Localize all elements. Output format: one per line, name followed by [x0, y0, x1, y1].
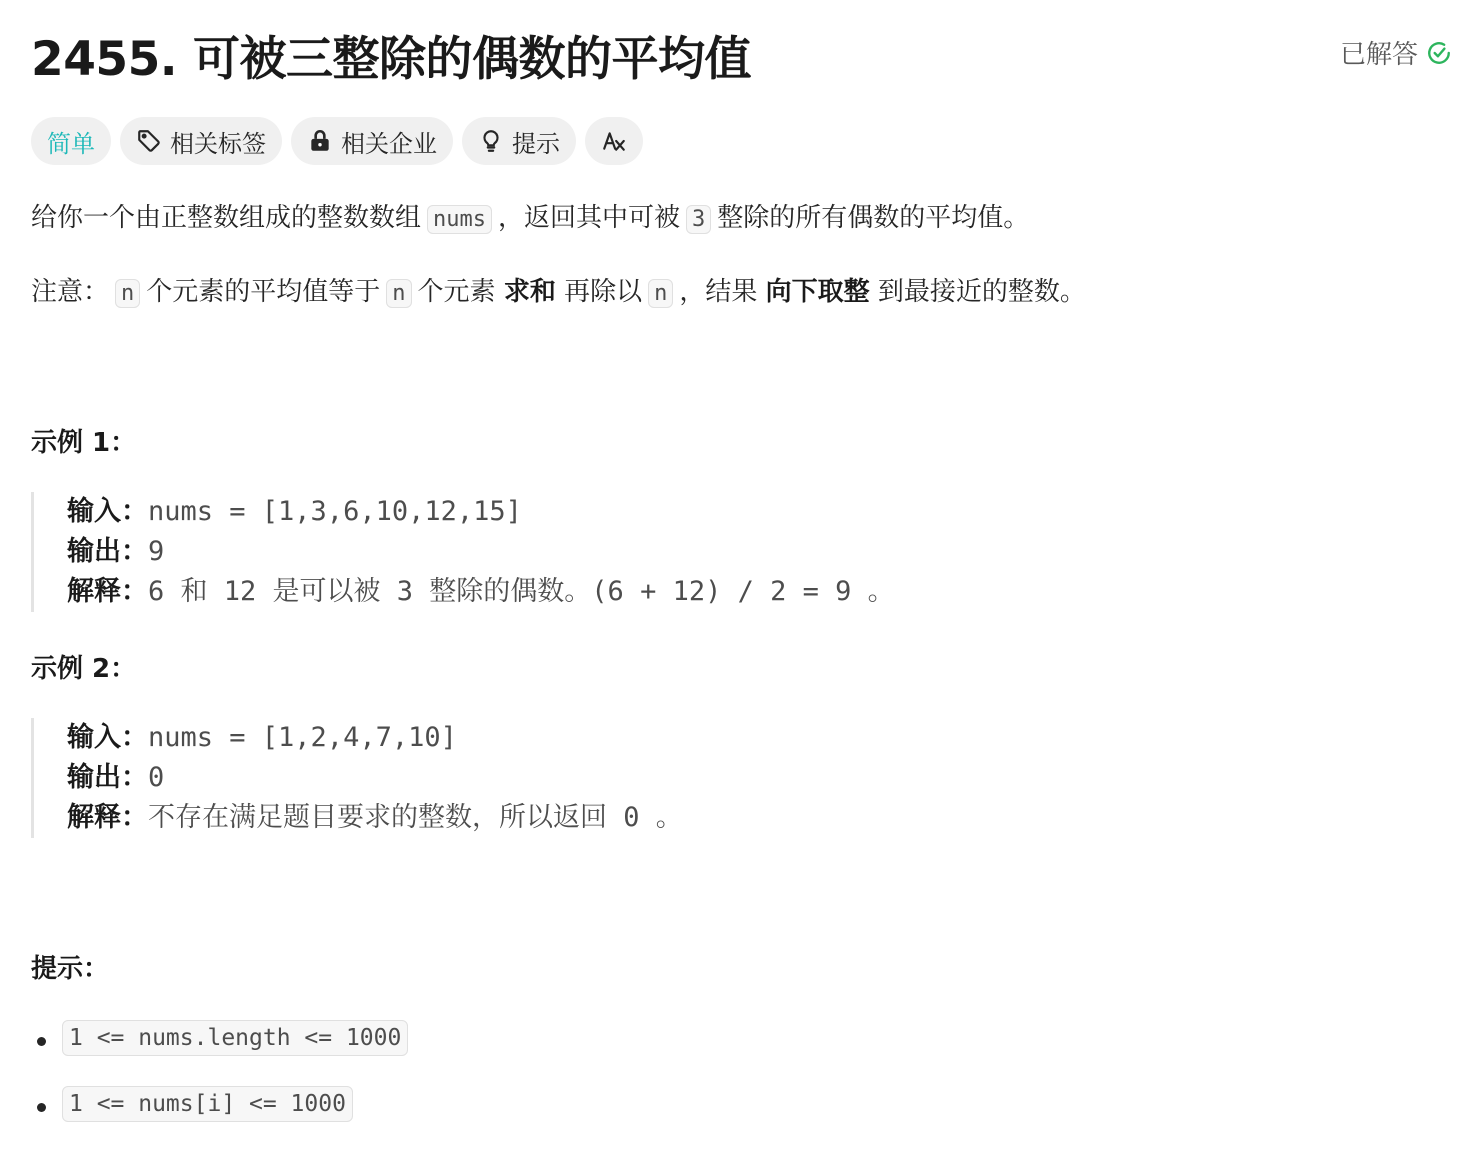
related-tags-button[interactable] — [120, 117, 282, 165]
hint-label: 提示 — [512, 129, 560, 158]
inline-code-n: n — [648, 279, 673, 308]
related-companies-label: 相关企业 — [341, 129, 437, 158]
constraints-list — [31, 1020, 408, 1152]
lightbulb-icon — [478, 128, 504, 154]
constraints-heading: 提示： — [31, 954, 110, 984]
list-item: 1 <= nums[i] <= 1000 — [31, 1086, 408, 1152]
related-tags-label: 相关标签 — [170, 129, 266, 158]
translate-button[interactable] — [585, 117, 643, 165]
inline-code-n: n — [386, 279, 411, 308]
related-companies-button[interactable] — [291, 117, 453, 165]
check-circle-icon — [1426, 40, 1452, 66]
tag-icon — [136, 128, 162, 154]
list-item: 1 <= nums.length <= 1000 — [31, 1020, 408, 1086]
difficulty-label: 简单 — [47, 129, 95, 158]
solved-label: 已解答 — [1339, 40, 1418, 70]
inline-code-3: 3 — [686, 205, 711, 234]
inline-code-n: n — [115, 279, 140, 308]
example-2-block: 输入：nums = [1,2,4,7,10] 输出：0 解释：不存在满足题目要求的整数，所以返回 0 。 — [31, 718, 683, 838]
description-paragraph-2: 注意： n 个元素的平均值等于 n 个元素 求和 再除以 n ，结果 向下取整 到最接近的整数。 — [31, 277, 1086, 307]
example-1-heading: 示例 1： — [31, 428, 137, 458]
hint-button[interactable] — [462, 117, 576, 165]
difficulty-tag[interactable] — [31, 117, 111, 165]
description-paragraph-1: 给你一个由正整数组成的整数数组 nums ，返回其中可被 3 整除的所有偶数的平均值。 — [31, 203, 1030, 233]
lock-icon — [307, 128, 333, 154]
example-2-heading: 示例 2： — [31, 654, 137, 684]
example-1-block: 输入：nums = [1,3,6,10,12,15] 输出：9 解释：6 和 12 是可以被 3 整除的偶数。(6 + 12) / 2 = 9 。 — [31, 492, 895, 612]
tag-bar — [31, 117, 643, 165]
translate-icon — [601, 128, 627, 154]
page-title: 2455. 可被三整除的偶数的平均值 — [31, 32, 752, 87]
solved-status[interactable] — [1340, 34, 1452, 71]
inline-code-nums: nums — [427, 205, 492, 234]
